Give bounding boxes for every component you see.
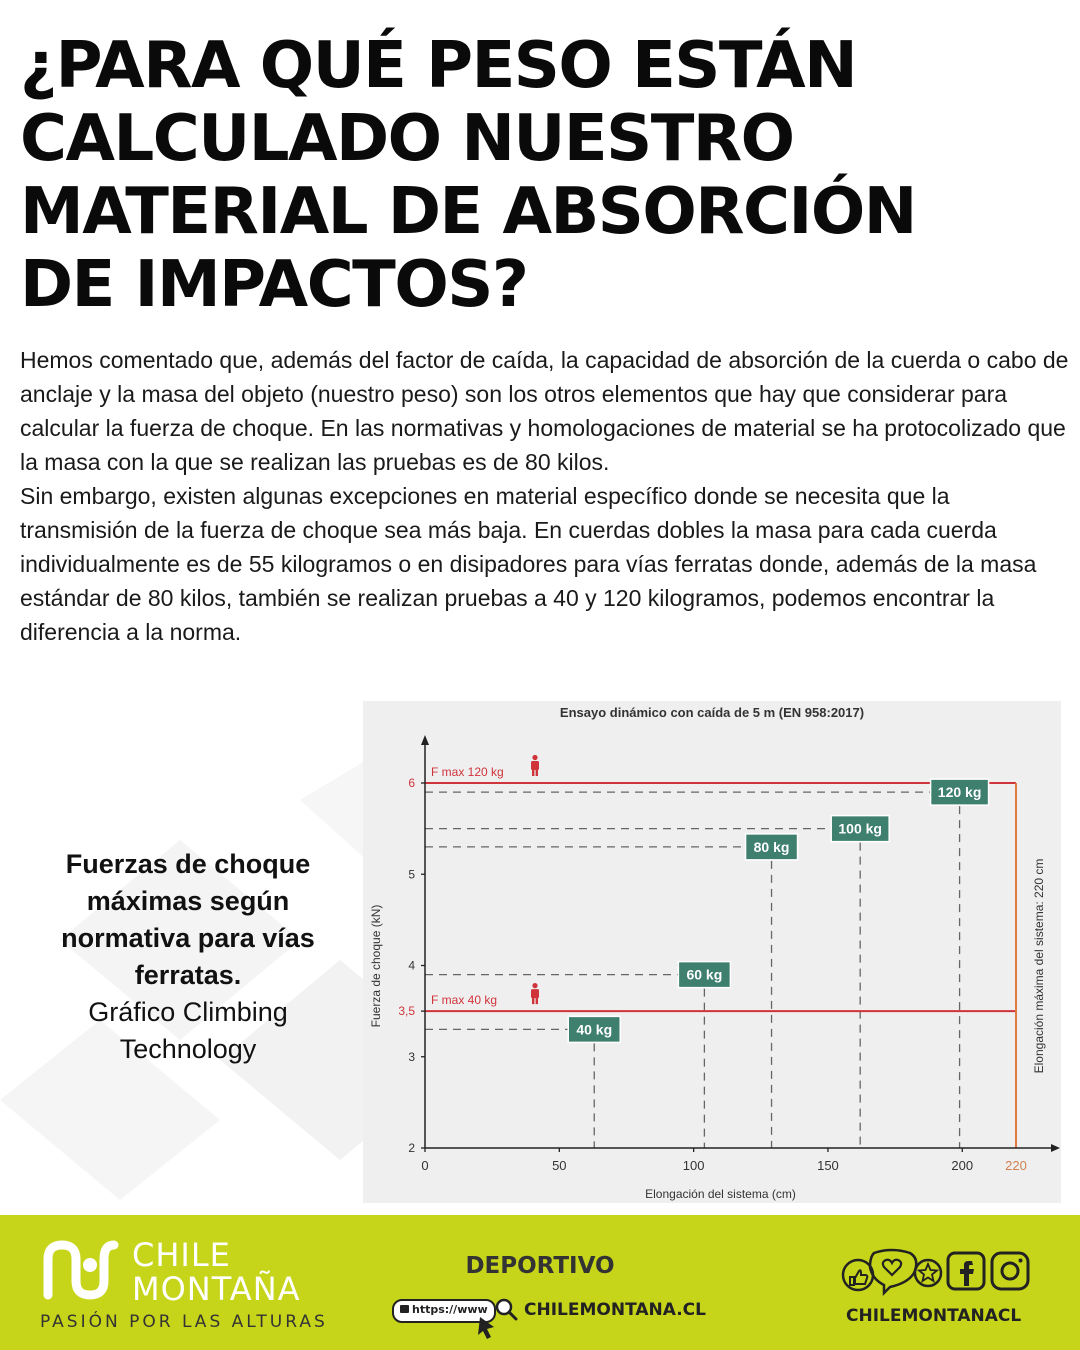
title-line: DE IMPACTOS? (20, 248, 528, 322)
person-icon (532, 983, 537, 988)
x-tick-label: 200 (951, 1158, 974, 1173)
person-icon (532, 755, 537, 760)
data-point-label-2: 80 kg (753, 838, 790, 855)
chile-montana-logo-icon (42, 1237, 120, 1303)
person-icon (532, 997, 534, 1004)
brand-name-line1: CHILE (132, 1236, 231, 1274)
article-body (20, 343, 1072, 649)
title-line: ¿PARA QUÉ PESO ESTÁN (20, 29, 857, 103)
brand-tagline: PASIÓN POR LAS ALTURAS (40, 1312, 328, 1332)
heart-icon (870, 1250, 916, 1293)
url-prefix: https://www (412, 1303, 488, 1316)
y-axis-arrow (421, 735, 429, 745)
title-line: CALCULADO NUESTRO (20, 102, 794, 176)
paragraph-2: Sin embargo, existen algunas excepciones en material específico donde se necesita que la transmisión de la fuerza de choque sea más baja. En cuerdas dobles la masa para cada cuerda individualmente es de 55 kilogramos o en disipadores para vías ferratas donde, además de la masa estándar de 80 kilos, también se realizan pruebas a 40 y 120 kilogramos, podemos encontrar la diferencia a la norma. (20, 483, 1037, 645)
chart-caption (40, 846, 336, 1068)
lock-icon (400, 1305, 409, 1313)
person-icon (532, 769, 534, 776)
force-elongation-chart (363, 701, 1061, 1203)
person-icon (531, 989, 539, 998)
y-tick-label: 4 (408, 958, 415, 973)
data-point-label-1: 60 kg (686, 966, 723, 983)
instagram-icon[interactable] (992, 1253, 1028, 1289)
person-icon (536, 769, 538, 776)
x-tick-label: 50 (552, 1158, 567, 1173)
x-axis-arrow (1051, 1144, 1060, 1152)
person-icon (531, 761, 539, 770)
footer (0, 1215, 1080, 1350)
person-icon (536, 997, 538, 1004)
x-axis-label: Elongación del sistema (cm) (645, 1187, 796, 1201)
chart-title: Ensayo dinámico con caída de 5 m (EN 958:2017) (559, 705, 865, 720)
data-point-label-4: 120 kg (937, 784, 982, 801)
social-handle[interactable]: CHILEMONTANACL (846, 1306, 1022, 1326)
x-tick-label: 0 (421, 1158, 429, 1173)
y-axis-label: Fuerza de choque (kN) (369, 904, 383, 1028)
facebook-icon[interactable] (948, 1253, 984, 1289)
limit-label-0: F max 120 kg (431, 765, 504, 779)
y-tick-label: 3,5 (398, 1004, 415, 1019)
chart-panel (363, 701, 1061, 1203)
social-icons (840, 1245, 1040, 1297)
y-tick-label: 5 (408, 867, 415, 882)
website-link[interactable]: CHILEMONTANA.CL (524, 1300, 706, 1320)
data-point-label-3: 100 kg (838, 820, 882, 837)
caption-credit: Gráfico Climbing Technology (88, 997, 288, 1064)
page-title (20, 30, 1070, 322)
caption-bold: Fuerzas de choque máximas según normativa para vías ferratas. (61, 849, 315, 990)
x-tick-label: 100 (682, 1158, 705, 1173)
brand-name-line2: MONTAÑA (132, 1270, 301, 1308)
x-tick-label: 220 (1005, 1158, 1027, 1173)
like-icon (843, 1260, 873, 1290)
search-icon (494, 1297, 518, 1321)
data-point-label-0: 40 kg (576, 1021, 613, 1038)
star-icon (915, 1260, 941, 1286)
y-tick-label: 3 (408, 1049, 415, 1064)
x-tick-label: 150 (817, 1158, 839, 1173)
y-tick-label: 6 (408, 776, 415, 790)
paragraph-1: Hemos comentado que, además del factor de caída, la capacidad de absorción de la cuerda o cabo de anclaje y la masa del objeto (nuestro peso) son los otros elementos que hay que considerar para calcular la fuerza de choque. En las normativas y homologaciones de material se ha protocolizado que la masa con la que se realizan las pruebas es de 80 kilos. (20, 347, 1069, 475)
section-label: DEPORTIVO (465, 1253, 615, 1279)
max-elongation-label: Elongación máxima del sistema: 220 cm (1032, 858, 1046, 1074)
y-tick-label: 2 (408, 1141, 415, 1155)
cursor-icon (466, 1315, 496, 1341)
limit-label-1: F max 40 kg (431, 993, 498, 1008)
title-line: MATERIAL DE ABSORCIÓN (20, 175, 916, 249)
